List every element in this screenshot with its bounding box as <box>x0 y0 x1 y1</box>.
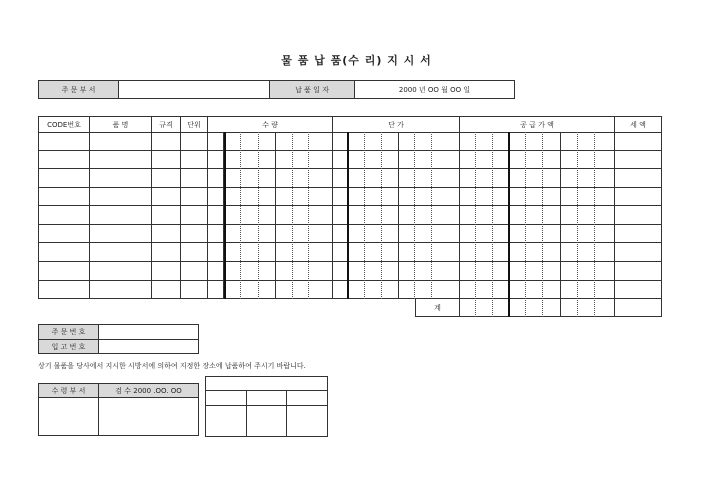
items-table <box>38 116 662 299</box>
col-quantity: 수 량 <box>262 120 278 129</box>
col-spec: 규격 <box>159 120 173 129</box>
order-no-label: 주 문 번 호 <box>39 325 98 339</box>
date-label: 납 품 일 자 <box>270 81 354 98</box>
col-code: CODE번호 <box>47 120 81 129</box>
total-label: 계 <box>434 303 441 312</box>
receipt-no-label: 입 고 번 호 <box>39 340 98 353</box>
col-tax: 세 액 <box>630 120 646 129</box>
dept-label: 주 문 부 서 <box>39 81 118 98</box>
col-unit-price: 단 가 <box>388 120 404 129</box>
dept-field[interactable] <box>119 81 269 98</box>
inspection-label: 검 수 2000 .OO. OO <box>99 384 198 397</box>
col-supply-value: 공 급 가 액 <box>520 120 554 129</box>
instruction-note: 상기 물품을 당사에서 지시한 시방서에 의하여 지정한 장소에 납품하여 주시기 바랍니다. <box>38 362 306 370</box>
receiving-dept-label: 수 령 부 서 <box>39 384 98 397</box>
col-unit: 단위 <box>187 120 201 129</box>
col-item-name: 품 명 <box>112 120 129 129</box>
receipt-no-field[interactable] <box>99 340 198 353</box>
approval-box <box>205 376 328 437</box>
date-field[interactable]: 2000 년 OO 월 OO 일 <box>398 85 471 94</box>
page-title: 물 품 납 품(수 리) 지 시 서 <box>281 54 432 67</box>
order-no-field[interactable] <box>99 325 198 339</box>
